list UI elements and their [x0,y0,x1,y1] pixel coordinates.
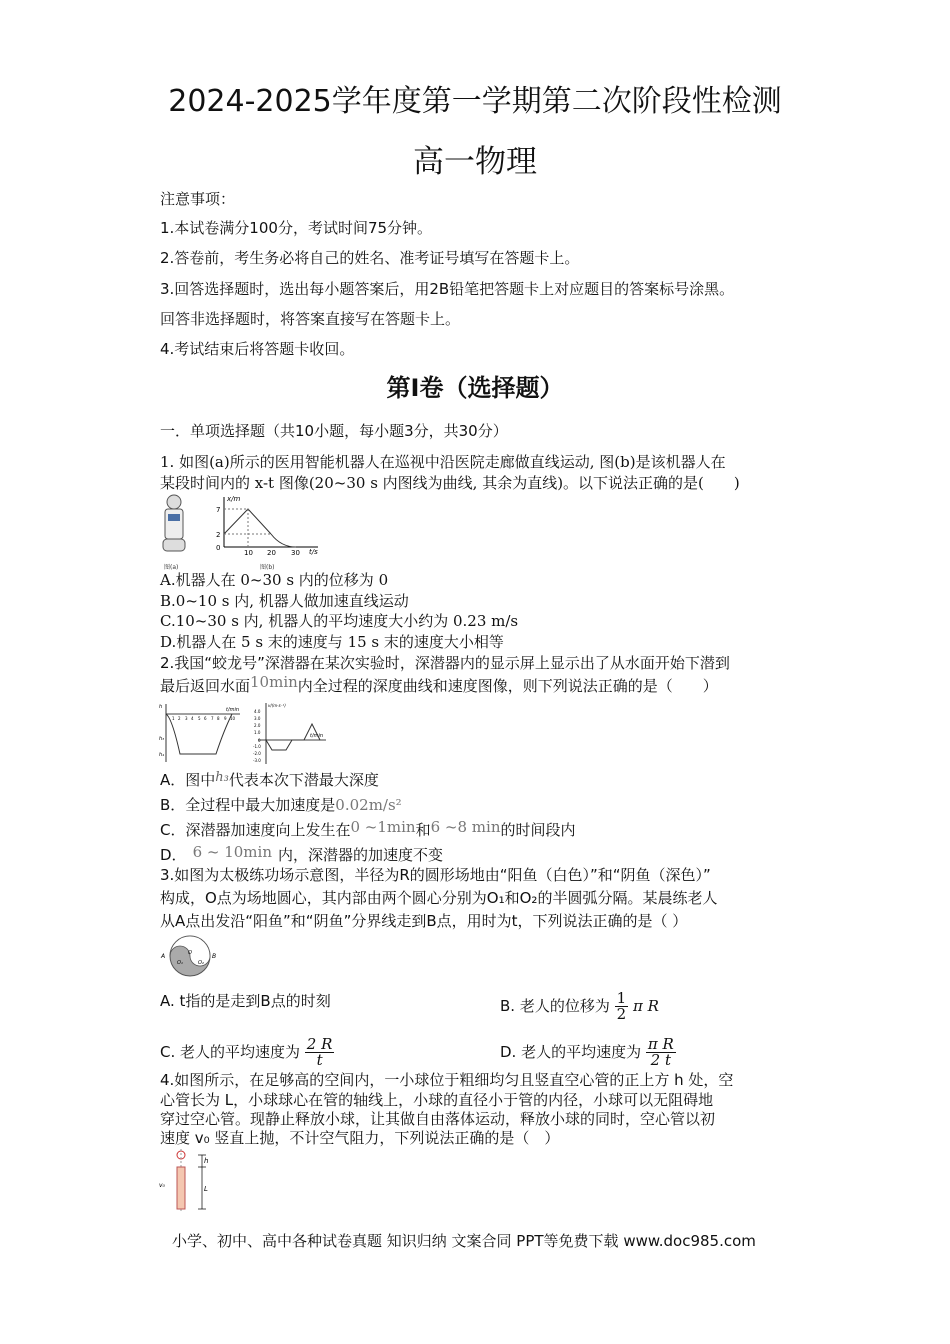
q2-option-b: B．全过程中最大加速度是0.02m/s² [160,796,402,814]
q2-stem-line2: 最后返回水面10min内全过程的深度曲线和速度图像，则下列说法正确的是（ ） [160,673,718,695]
velocity-graph [253,703,326,764]
xt-graph [216,495,318,571]
svg-text:4: 4 [191,716,194,721]
q4-stem: 4.如图所示，在足够高的空间内，一小球位于粗细均匀且竖直空心管的正上方 h 处，空 [160,1071,734,1089]
x-tick: 30 [291,549,300,557]
q3-option-b: B. 老人的位移为 $\frac{1}{2}$ π R [500,989,659,1023]
note-item: 4.考试结束后将答题卡收回。 [160,340,355,358]
q2-stem: 2.我国“蛟龙号”深潜器在某次实验时，深潜器内的显示屏上显示出了从水面开始下潜到 [160,654,730,672]
svg-text:v₀: v₀ [159,1182,165,1189]
q4-stem: 速度 v₀ 竖直上抛，不计空气阻力，下列说法正确的是（ ） [160,1129,560,1147]
svg-text:1.0: 1.0 [254,730,261,735]
q1-option-d: D.机器人在 5 s 末的速度与 15 s 末的速度大小相等 [160,633,504,651]
footer-banner: 小学、初中、高中各种试卷真题 知识归纳 文案合同 PPT等免费下载 www.doc985.com [172,1232,756,1250]
notes-heading: 注意事项： [160,190,236,208]
q4-stem: 穿过空心管。现静止释放小球，让其做自由落体运动，释放小球的同时，空心管以初 [160,1110,716,1128]
note-item: 2.答卷前，考生务必将自己的姓名、准考证号填写在答题卡上。 [160,249,580,267]
q3-stem: 3.如图为太极练功场示意图，半径为R的圆形场地由“阳鱼（白色）”和“阴鱼（深色）” [160,866,711,884]
note-item: 回答非选择题时，将答案直接写在答题卡上。 [160,310,461,328]
svg-text:-1.0: -1.0 [253,744,261,749]
svg-text:O₂: O₂ [198,960,204,966]
x-tick: 20 [267,549,276,557]
svg-text:0: 0 [258,738,261,743]
svg-text:O: O [188,950,192,956]
q4-stem: 心管长为 L，小球球心在管的轴线上，小球的直径小于管的内径，小球可以无阻碍地 [160,1091,714,1109]
svg-text:7: 7 [211,716,214,721]
q2-figure [158,700,328,766]
depth-graph [159,704,240,762]
svg-text:-3.0: -3.0 [253,758,261,763]
note-item: 1.本试卷满分100分，考试时间75分钟。 [160,219,433,237]
graph-ylabel: x/m [227,495,241,503]
svg-text:t/min: t/min [310,733,324,739]
svg-text:L: L [204,1185,208,1193]
svg-text:h₃: h₃ [159,736,165,742]
q1-figure [156,492,321,572]
taiji-figure [158,934,222,978]
svg-text:h₄: h₄ [159,752,165,758]
svg-text:-2.0: -2.0 [253,751,261,756]
fig-a-caption: 图(a) [164,564,179,571]
svg-text:B: B [212,953,217,960]
q1-option-a: A.机器人在 0~30 s 内的位移为 0 [160,571,389,589]
y-tick: 2 [216,531,221,539]
svg-text:3: 3 [185,716,188,721]
svg-text:9: 9 [224,716,227,721]
svg-text:6: 6 [204,716,207,721]
q1-option-c: C.10~30 s 内, 机器人的平均速度大小约为 0.23 m/s [160,612,519,630]
svg-text:1: 1 [172,716,175,721]
svg-text:t/min: t/min [226,707,240,713]
y-tick: 0 [216,544,221,552]
note-item: 3.回答选择题时，选出每小题答案后，用2B铅笔把答题卡上对应题目的答案标号涂黑。 [160,280,735,298]
q3-stem: 从A点出发沿“阳鱼”和“阴鱼”分界线走到B点，用时为t，下列说法正确的是（ ） [160,912,688,930]
svg-text:A: A [161,953,166,960]
svg-text:2.0: 2.0 [254,723,261,728]
q3-stem: 构成，O点为场地圆心，其内部由两个圆心分别为O₁和O₂的半圆弧分隔。某晨练老人 [160,889,718,907]
exam-subject: 高一物理 [413,144,537,180]
svg-text:2: 2 [178,716,181,721]
svg-text:h: h [159,704,163,710]
x-tick: 10 [244,549,253,557]
q2-option-d: D． 6 ~ 10min 内，深潜器的加速度不变 [160,843,443,864]
svg-text:3.0: 3.0 [254,716,261,721]
q2-option-a: A．图中h₃代表本次下潜最大深度 [160,770,379,789]
tube-figure [158,1149,222,1213]
q3-option-d: D. 老人的平均速度为 $\frac{\text{π R}}{2 t}$ [500,1035,674,1069]
q3-option-c: C. 老人的平均速度为 $\frac{2 R}{t}$ [160,1035,333,1069]
exam-title: 2024-2025学年度第一学期第二次阶段性检测 [168,84,782,119]
graph-xlabel: t/s [309,548,318,556]
svg-text:v/(m·s⁻¹): v/(m·s⁻¹) [268,703,286,708]
svg-text:8: 8 [217,716,220,721]
svg-text:O₁: O₁ [177,960,183,966]
robot-image [163,495,185,551]
q1-stem: 某段时间内的 x-t 图像(20~30 s 内图线为曲线, 其余为直线)。以下说法正确的是( ) [160,474,740,492]
svg-text:10: 10 [230,716,236,721]
q1-stem: 1. 如图(a)所示的医用智能机器人在巡视中沿医院走廊做直线运动, 图(b)是该机器人在 [160,453,726,471]
y-tick: 7 [216,506,221,514]
q1-option-b: B.0~10 s 内, 机器人做加速直线运动 [160,592,409,610]
fig-b-caption: 图(b) [260,564,275,571]
part-heading: 一．单项选择题（共10小题，每小题3分，共30分） [160,422,508,440]
svg-text:h: h [204,1157,209,1165]
q3-option-a: A. t指的是走到B点的时刻 [160,992,331,1010]
section-title: 第Ⅰ卷（选择题） [386,374,564,402]
svg-text:4.0: 4.0 [254,709,261,714]
q2-option-c: C．深潜器加速度向上发生在0 ~1min和6 ~8 min的时间段内 [160,818,576,839]
svg-text:5: 5 [198,716,201,721]
